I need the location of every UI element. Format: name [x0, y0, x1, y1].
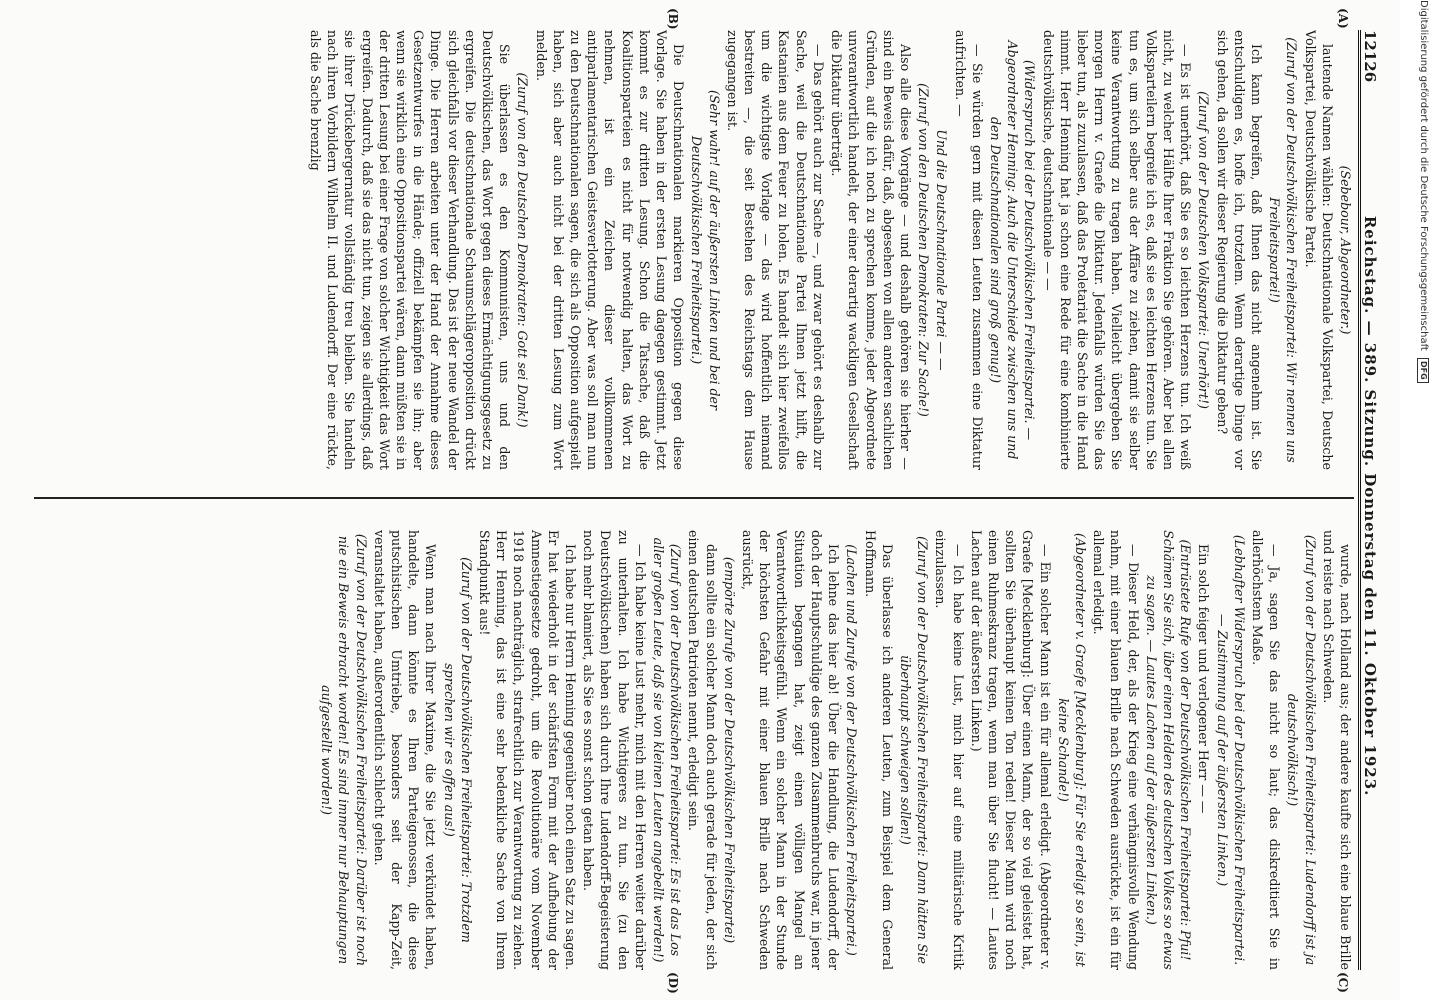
paragraph: — Ich habe keine Lust mehr, mich mit den Herren weiter darüber zu unterhalten. Ich habe Wichtigeres zu tun. Sie (zu den Deutschvölkischen) haben sich durch Ihre Ludendorff-Begeisterung noch mehr blamiert, als Sie es sonst schon getan haben. [581, 530, 648, 970]
paragraph: — Ein solcher Mann ist ein für allemal erledigt. (Abgeordneter v. Graefe [Mecklenburg]: Über einen Mann, der so viel geleistet hat, sollten Sie überhaupt keinen Ton reden! Dieser Mann wird noch einen Ruhmeskranz tragen, wenn man über Sie flucht! — Lautes Lachen auf der äußersten Linken.) [968, 530, 1053, 970]
margin-mark-c: (C) [1336, 972, 1350, 993]
paragraph: wurde, nach Holland aus; der andere kaufte sich eine blaue Brille und reiste nach Schweden. [1320, 530, 1353, 970]
paragraph: Ich habe nur Herrn Henning gegenüber noch einen Satz zu sagen. Er hat wiederholt in der schärfsten Form mit der Aufhebung der Amnestiegesetze gedroht, um die Revolutionäre vom November 1918 noch nachträglich, strafrechtlich zur Verantwortung zu ziehen. Herr Henning, das ist eine sehr bedenkliche Sache von Ihrem Standpunkt aus! [477, 530, 579, 970]
paragraph: — Ja, sagen Sie das nicht so laut; das diskreditiert Sie in allerhöchstem Maße. [1249, 530, 1283, 970]
paragraph: (Zuruf von der Deutschvölkischen Freiheitspartei: Ludendorff ist ja deutschvölkisch!) [1285, 534, 1318, 966]
page-header [1358, 30, 1395, 970]
paragraph: (Zuruf von den Deutschen Demokraten: Zur Sache!) [916, 83, 932, 417]
paragraph: — Dieser Held, der, als der Krieg eine verhängnisvolle Wendung nahm, mit einer blauen Brille nach Schweden ausrückte, ist ein für allemal erledigt. [1091, 530, 1141, 970]
margin-mark-d: (D) [666, 972, 680, 994]
paragraph: Das überlasse ich anderen Leuten, zum Beispiel dem General Hoffmann. [862, 530, 895, 970]
paragraph: (Lachen und Zurufe von der Deutschvölkischen Freiheitspartei.) [844, 544, 860, 956]
margin-mark-b: (B) [666, 8, 680, 30]
paragraph: Ein solch feiger und verlogener Herr — — [1196, 544, 1212, 814]
paragraph: — Ich habe keine Lust, mich hier auf eine militärische Kritik einzulassen. [933, 530, 966, 970]
paragraph: (Zuruf von der Deutschen Volkspartei: Unerhört!) [1196, 91, 1212, 409]
paragraph: Sie überlassen es den Kommunisten, uns und den Deutschvölkischen, das Wort gegen dieses Ermächtigungsgesetz zu ergreifen. Die deutschnationale Schaumschlägeropposition drückt sich gleichfalls vor dieser Verhandlung. Das ist der neue Wandel der Dinge. Die Herren arbeiten unter der Hand der Annahme dieses Gesetzentwurfes in die Hände; offiziell bekämpfen sie ihn; aber wenn sie wirklich eine Oppositionspartei wären, dann müßten sie in der dritten Lesung bei einer Frage von solcher Wichtigkeit das Wort ergreifen. Dadurch, daß sie das nicht tun, zeigen sie allerdings, daß sie ihrer Drückebergernatur vollständig treu bleiben. Sie handeln nach ihren Vorbildern Wilhelm II. und Ludendorff. Der eine rückte, als die Sache brenzlig [308, 30, 513, 470]
footer-strip [1412, 0, 1434, 1000]
paragraph: — Das gehört auch zur Sache —, und zwar gehört es deshalb zur Sache, weil die Deutschnationale Partei Ihnen jetzt hilft, die Kastanien aus dem Feuer zu holen. Es handelt sich hier zweifellos um die wichtigste Vorlage — das wird hoffentlich niemand bestreiten —, die seit Bestehen des Reichstags dem Hause zugegangen ist. [724, 30, 826, 470]
page-number: 12126 [1361, 30, 1379, 83]
paragraph: (Abgeordneter v. Graefe [Mecklenburg]: Für Sie erledigt so sein, ist keine Schande!) [1055, 533, 1088, 967]
paragraph: (Zuruf von der Deutschvölkischen Freiheitspartei: Darüber ist noch nie ein Beweis erbracht worden! Es sind immer nur Behauptungen aufgestellt worden!) [319, 533, 369, 967]
paragraph: Die Deutschnationalen markieren Opposition gegen diese Vorlage. Sie haben in der ersten Lesung dagegen gestimmt. Jetzt kommt es zur dritten Lesung. Schon die Tatsache, daß die Koalitionsparteien es nicht für notwendig halten, das Wort zu nehmen, ist ein Zeichen dieser vollkommenen antiparlamentarischen Geistesverlotterung. Aber was soll man nun zu den Deutschnationalen sagen, die sich als Opposition aufgespielt haben, sich aber auch nicht bei der dritten Lesung zum Wort melden. [533, 30, 687, 470]
left-column [34, 30, 1354, 470]
paragraph: (empörte Zurufe von der Deutschvölkischen Freiheitspartei) [721, 556, 737, 944]
margin-mark-a: (A) [1336, 8, 1350, 29]
dfg-logo: DFG [1417, 358, 1429, 383]
paragraph: dann sollte ein solcher Mann doch auch gerade für jeden, der sich einen deutschen Patrioten nennt, erledigt sein. [686, 530, 719, 970]
footer-credit [1412, 0, 1434, 1000]
paragraph: Wenn man nach Ihrer Maxime, die Sie jetzt verkündet haben, handelte, dann könnte es Ihren Parteigenossen, die diese putschistischen Umtriebe, besonders seit der Kapp-Zeit, veranstaltet haben, außerordentlich schlecht gehen. [371, 530, 439, 970]
paragraph: — Sie würden gern mit diesen Leuten zusammen eine Diktatur aufrichten. — [952, 30, 985, 470]
paragraph: Ich lehne das hier ab! Über die Handlung, die Ludendorff, der doch der Hauptschuldige des ganzen Zusammenbruchs war, in jener Situation begangen hat, zeigt einen völligen Mangel an Verantwortlichkeitsgefühl. Wenn ein solcher Mann in der Stunde der höchsten Gefahr mit einer blauen Brille nach Schweden ausrückt, [740, 530, 842, 970]
paragraph: — Es ist unerhört, daß Sie es so leichten Herzens tun. Ich weiß nicht, zu welcher Hälfte Ihrer Fraktion Sie gehören. Aber bei allen Volksparteilern begreife ich es, daß sie es leichten Herzens tun. Sie tun es, um sich selber aus der Affäre zu ziehen, damit sie selber keine Verantwortung zu tragen haben. Vielleicht übergeben Sie morgen Herrn v. Graefe die Diktatur. Jedenfalls würden Sie das lieber tun, als zuzulassen, daß das Proletariat die Sache in die Hand nimmt. Herr Henning hat ja schon eine Rede für eine kombinierte deutschvölkische, deutschnationale — — [1040, 30, 1194, 470]
paragraph: (Sebebour, Abgeordneter.) [1338, 165, 1353, 335]
paragraph: (Zuruf von der Deutschvölkischen Freiheitspartei: Trotzdem sprechen wir es offen aus!) [441, 557, 474, 943]
paragraph: (Widerspruch bei der Deutschvölkischen Freiheitspartei. — Abgeordneter Henning: Auch die Unterschiede zwischen uns und den Deutschnationalen sind groß genug!) [987, 40, 1038, 460]
paragraph: (Sehr wahr! auf der äußersten Linken und bei der Deutschvölkischen Freiheitspartei.) [689, 89, 722, 411]
paragraph: (Zuruf von der Deutschvölkischen Freiheitspartei: Dann hätten Sie überhaupt schweigen sollen!) [897, 536, 931, 964]
paragraph: (Zuruf von der Deutschvölkischen Freiheitspartei: Wir nennen uns Freiheitspartei!) [1267, 37, 1300, 463]
right-column [34, 530, 1354, 970]
paragraph: (Zuruf von der Deutschvölkischen Freiheitspartei: Es ist das Los aller großen Leute, daß sie von kleinen Leuten angebellt werden!) [651, 537, 684, 963]
paragraph: (Zuruf von den Deutschen Demokraten: Gott sei Dank!) [515, 72, 531, 428]
paragraph: Ich kann begreifen, daß Ihnen das nicht angenehm ist. Sie entschuldigen es, hoffe ich, trotzdem. Wenn derartige Dinge vor sich gehen, da sollen wir dieser Regierung die Diktatur geben? [1214, 30, 1264, 470]
paragraph: (Lebhafter Widerspruch bei der Deutschvölkischen Freiheitspartei. — Zustimmung auf der äußersten Linken.) [1214, 534, 1247, 966]
paragraph: Also alle diese Vorgänge — und deshalb gehören sie hierher — sind ein Beweis dafür, daß, abgesehen von allen anderen sachlichen Gründen, auf die ich noch zu sprechen komme, jeder Abgeordnete unverantwortlich handelt, der einer derartig wackligen Gesellschaft die Diktatur überträgt. [829, 30, 913, 470]
footer-text: Digitalisierung gefördert durch die Deutsche Forschungsgemeinschaft [1418, 0, 1429, 351]
column-divider [34, 497, 1354, 499]
paragraph: (Entrüstete Rufe von der Deutschvölkischen Freiheitspartei: Pfui! Schämen Sie sich, über einen Helden des deutschen Volkes so etwas zu sagen. — Lautes Lachen auf der äußersten Linken.) [1143, 530, 1194, 970]
paragraph: lautende Namen wählen: Deutschnationale Volkspartei, Deutsche Volkspartei, Deutschvölkische Partei. [1302, 30, 1335, 470]
paragraph: Und die Deutschnationale Partei — — [934, 129, 950, 371]
page-title: Reichstag. — 389. Sitzung. Donnerstag den 11. Oktober 1923. [1361, 215, 1379, 797]
